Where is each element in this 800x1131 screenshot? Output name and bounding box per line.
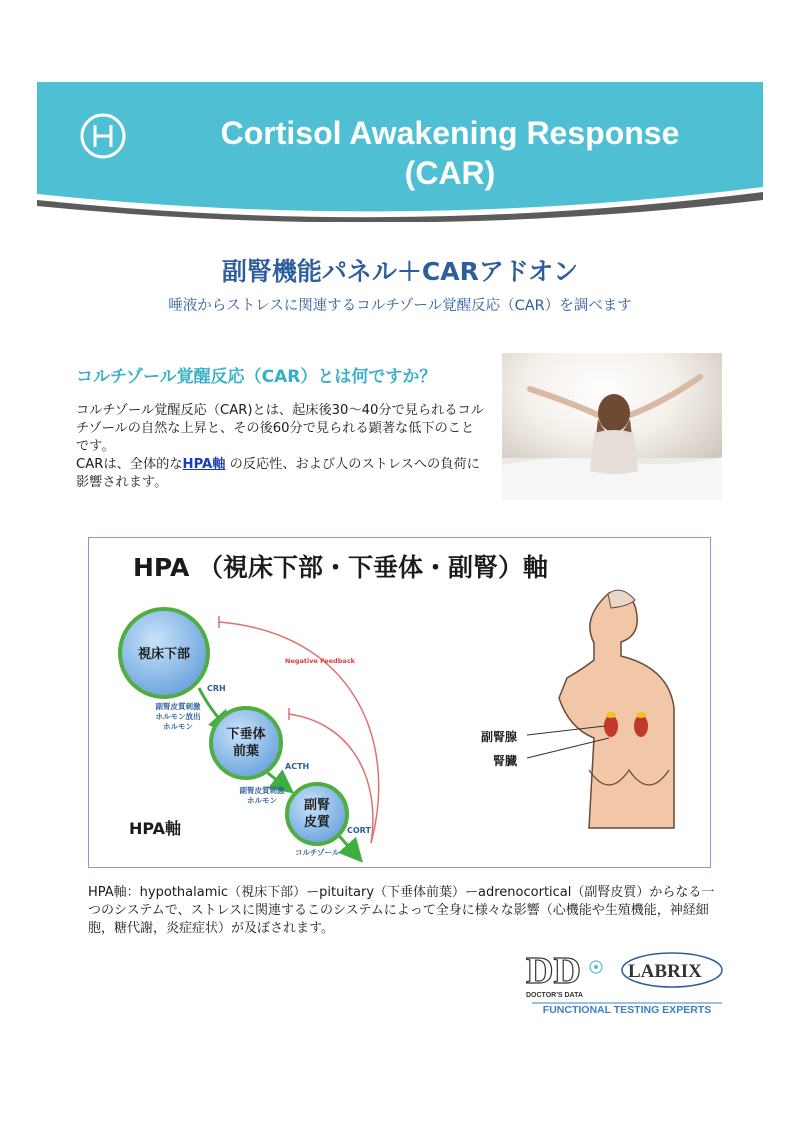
banner-title-line2: (CAR) [404,155,496,191]
hpa-axis-figure [88,537,711,868]
label-cort: CORT [347,826,371,835]
negative-feedback-label: Negative Feedback [285,657,355,665]
acth-jp-line2: ホルモン [247,796,277,805]
paragraph-2-suffix: の反応性、および人のストレスへの負荷に影響されます。 [76,457,480,490]
section-body [76,402,486,492]
label-cort-jp: コルチゾール [295,848,340,857]
figure-caption: HPA軸：hypothalamic（視床下部）ーpituitary（下垂体前葉）ーadrenocortical（副腎皮質）からなる一つのシステムで、ストレスに関連するこのシステムによって全身に様々な影響（心機能や生殖機能，神経細胞，糖代謝，炎症症状）が及ぼされます。 [88,885,715,936]
node-adrenal-line2: 皮質 [303,815,330,830]
label-crh: CRH [207,684,226,693]
page-title: 副腎機能パネル＋CARアドオン [221,257,579,286]
human-back-illustration [527,590,674,828]
section-paragraph-2 [76,456,486,492]
node-pituitary-line2: 前葉 [232,744,259,759]
paragraph-2-prefix: CARは、全体的な [76,457,183,472]
hpa-axis-label: HPA軸 [129,819,182,838]
node-adrenal-line1: 副腎 [303,798,330,813]
brand1-wordmark: DOCTOR'S DATA [526,992,583,999]
label-crh-jp [141,702,215,732]
banner-title [190,113,710,193]
label-adrenal-gland: 副腎腺 [481,730,518,744]
label-kidney: 腎臓 [493,754,518,768]
section-heading: コルチゾール覚醒反応（CAR）とは何ですか？ [76,367,437,387]
section-paragraph-1: コルチゾール覚醒反応（CAR)とは、起床後30〜40分で見られるコルチゾールの自然な上昇と、その後60分で見られる顕著な低下のことです。 [76,403,484,454]
crh-jp-line1: 副腎皮質刺激 [155,702,201,711]
svg-text:DD: DD [526,950,581,992]
h-circle-icon [78,111,128,161]
banner-title-line1: Cortisol Awakening Response [220,115,680,151]
page-subtitle: 唾液からストレスに関連するコルチゾール覚醒反応（CAR）を調べます [168,298,632,314]
node-hypothalamus: 視床下部 [137,647,190,662]
crh-jp-line2: ホルモン放出 [155,712,201,721]
label-acth: ACTH [285,762,310,771]
node-pituitary-line1: 下垂体 [226,727,266,742]
acth-jp-line1: 副腎皮質刺激 [239,786,285,795]
hpa-axis-link[interactable]: HPA軸 [182,457,226,472]
morning-stretch-photo [502,353,722,500]
figure-title: HPA （視床下部・下垂体・副腎）軸 [133,553,549,582]
label-acth-jp [225,786,299,806]
logo-tagline: FUNCTIONAL TESTING EXPERTS [542,1004,712,1016]
brand2-wordmark: LABRIX [628,961,702,982]
crh-jp-line3: ホルモン [163,722,193,731]
node-pituitary [211,726,281,760]
